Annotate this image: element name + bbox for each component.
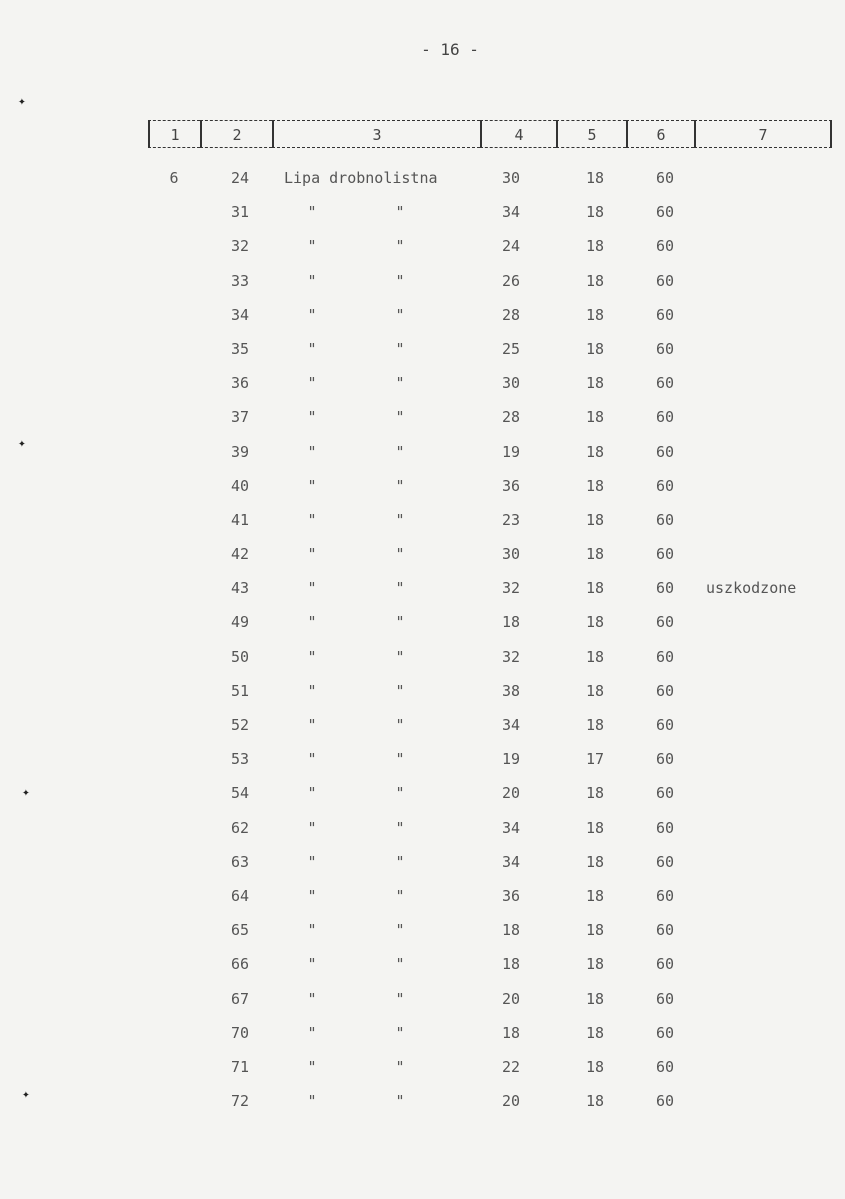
header-col-5: 5: [556, 120, 626, 148]
cell-col-5: 18: [585, 545, 605, 564]
ditto-mark: ": [395, 339, 405, 358]
cell-col-2: 31: [230, 203, 250, 222]
cell-col-2: 24: [230, 169, 250, 187]
cell-col-4: 18: [501, 955, 521, 974]
ditto-mark: ": [395, 237, 405, 256]
cell-col-5: 18: [585, 1023, 605, 1042]
ditto-mark: ": [395, 852, 405, 871]
table-body: [0, 165, 845, 1122]
ditto-mark: ": [395, 1057, 405, 1076]
ditto-mark: ": [307, 716, 317, 734]
ditto-mark: ": [395, 579, 405, 598]
ditto-mark: ": [307, 237, 317, 256]
cell-col-6: 60: [655, 1092, 675, 1111]
cell-col-2: 64: [230, 886, 250, 905]
table-row: [0, 1020, 845, 1054]
cell-col-4: 23: [501, 510, 521, 529]
cell-col-4: 19: [501, 442, 521, 461]
ditto-mark: ": [395, 476, 405, 495]
cell-col-7: uszkodzone: [706, 579, 797, 598]
ditto-mark: ": [395, 818, 405, 837]
ditto-mark: ": [307, 271, 317, 290]
cell-col-5: 18: [585, 784, 605, 803]
cell-col-2: 50: [230, 647, 250, 666]
cell-col-4: 18: [501, 1023, 521, 1042]
cell-col-6: 60: [655, 579, 675, 598]
margin-punch-mark: ✦: [22, 785, 30, 800]
margin-punch-mark: ✦: [22, 1087, 30, 1102]
ditto-mark: ": [395, 750, 405, 769]
cell-col-5: 18: [585, 1057, 605, 1076]
ditto-mark: ": [307, 203, 317, 222]
cell-col-6: 60: [655, 545, 675, 564]
cell-col-4: 36: [501, 886, 521, 905]
cell-col-6: 60: [655, 510, 675, 529]
table-row: [0, 268, 845, 302]
table-row: [0, 473, 845, 507]
table-row: [0, 678, 845, 712]
ditto-mark: ": [307, 442, 317, 461]
cell-col-4: 22: [501, 1057, 521, 1076]
ditto-mark: ": [395, 1023, 405, 1042]
cell-col-4: 20: [501, 1092, 521, 1111]
header-col-4: 4: [480, 120, 556, 148]
cell-col-5: 18: [585, 237, 605, 256]
cell-col-6: 60: [655, 613, 675, 632]
table-row: [0, 575, 845, 609]
cell-col-4: 26: [501, 271, 521, 290]
table-row: [0, 302, 845, 336]
table-row: [0, 507, 845, 541]
ditto-mark: ": [307, 408, 317, 427]
cell-col-5: 18: [585, 271, 605, 290]
ditto-mark: ": [307, 647, 317, 666]
cell-col-4: 34: [501, 203, 521, 222]
header-col-6: 6: [626, 120, 694, 148]
ditto-mark: ": [395, 989, 405, 1008]
table-row: [0, 712, 845, 746]
cell-col-4: 30: [501, 374, 521, 393]
table-row: [0, 815, 845, 849]
ditto-mark: ": [395, 374, 405, 393]
cell-col-2: 67: [230, 989, 250, 1008]
cell-col-6: 60: [655, 955, 675, 974]
cell-col-6: 60: [655, 989, 675, 1008]
ditto-mark: ": [395, 647, 405, 666]
cell-col-6: 60: [655, 886, 675, 905]
ditto-mark: ": [307, 852, 317, 871]
table-row: [0, 165, 845, 199]
header-col-1: 1: [148, 120, 200, 148]
cell-col-4: 28: [501, 408, 521, 427]
ditto-mark: ": [395, 1092, 405, 1111]
ditto-mark: ": [307, 921, 317, 940]
ditto-mark: ": [307, 613, 317, 632]
ditto-mark: ": [307, 955, 317, 974]
cell-col-2: 62: [230, 818, 250, 837]
ditto-mark: ": [307, 579, 317, 598]
cell-col-2: 43: [230, 579, 250, 598]
ditto-mark: ": [395, 921, 405, 940]
table-row: [0, 404, 845, 438]
cell-col-2: 39: [230, 442, 250, 461]
cell-col-5: 18: [585, 647, 605, 666]
cell-col-2: 42: [230, 545, 250, 564]
cell-col-5: 18: [585, 681, 605, 700]
cell-col-6: 60: [655, 1057, 675, 1076]
page-number: - 16 -: [421, 40, 479, 59]
cell-col-4: 32: [501, 647, 521, 666]
cell-col-6: 60: [655, 339, 675, 358]
table-row: [0, 439, 845, 473]
cell-col-2: 49: [230, 613, 250, 632]
cell-col-4: 20: [501, 989, 521, 1008]
cell-col-6: 60: [655, 852, 675, 871]
table-row: [0, 1088, 845, 1122]
cell-col-6: 60: [655, 408, 675, 427]
cell-col-4: 25: [501, 339, 521, 358]
table-row: [0, 233, 845, 267]
ditto-mark: ": [307, 1092, 317, 1111]
ditto-mark: ": [307, 1057, 317, 1076]
cell-col-6: 60: [655, 681, 675, 700]
cell-col-6: 60: [655, 271, 675, 290]
table-row: [0, 336, 845, 370]
table-row: [0, 883, 845, 917]
ditto-mark: ": [307, 305, 317, 324]
cell-col-5: 18: [585, 989, 605, 1008]
cell-col-2: 33: [230, 271, 250, 290]
cell-col-2: 72: [230, 1092, 250, 1111]
cell-col-4: 30: [501, 545, 521, 564]
table-row: [0, 986, 845, 1020]
table-row: [0, 780, 845, 814]
cell-col-6: 60: [655, 169, 675, 187]
cell-col-1: 6: [169, 169, 179, 187]
cell-col-2: 34: [230, 305, 250, 324]
cell-col-5: 18: [585, 886, 605, 905]
cell-col-2: 51: [230, 681, 250, 700]
ditto-mark: ": [307, 1023, 317, 1042]
cell-col-5: 18: [585, 408, 605, 427]
cell-col-2: 40: [230, 476, 250, 495]
cell-col-5: 18: [585, 339, 605, 358]
table-row: [0, 917, 845, 951]
cell-col-6: 60: [655, 784, 675, 803]
table-row: [0, 644, 845, 678]
ditto-mark: ": [307, 476, 317, 495]
cell-col-5: 18: [585, 305, 605, 324]
cell-col-4: 32: [501, 579, 521, 598]
cell-col-2: 52: [230, 716, 250, 734]
ditto-mark: ": [395, 886, 405, 905]
ditto-mark: ": [395, 408, 405, 427]
cell-col-5: 18: [585, 203, 605, 222]
ditto-mark: ": [307, 510, 317, 529]
cell-col-6: 60: [655, 818, 675, 837]
cell-col-6: 60: [655, 203, 675, 222]
table-row: [0, 609, 845, 643]
ditto-mark: ": [395, 203, 405, 222]
cell-col-6: 60: [655, 476, 675, 495]
cell-col-6: 60: [655, 716, 675, 734]
margin-punch-mark: ✦: [18, 94, 26, 109]
ditto-mark: ": [307, 784, 317, 803]
cell-col-2: 35: [230, 339, 250, 358]
cell-col-5: 18: [585, 476, 605, 495]
ditto-mark: ": [307, 818, 317, 837]
cell-col-2: 70: [230, 1023, 250, 1042]
cell-col-2: 53: [230, 750, 250, 769]
cell-col-2: 41: [230, 510, 250, 529]
cell-col-5: 18: [585, 955, 605, 974]
cell-col-2: 65: [230, 921, 250, 940]
ditto-mark: ": [307, 681, 317, 700]
ditto-mark: ": [395, 716, 405, 734]
table-row: [0, 199, 845, 233]
cell-col-4: 34: [501, 852, 521, 871]
cell-col-5: 18: [585, 510, 605, 529]
cell-col-4: 20: [501, 784, 521, 803]
cell-col-4: 18: [501, 613, 521, 632]
cell-col-5: 18: [585, 818, 605, 837]
margin-punch-mark: ✦: [18, 436, 26, 451]
cell-col-2: 37: [230, 408, 250, 427]
cell-col-2: 71: [230, 1057, 250, 1076]
ditto-mark: ": [395, 305, 405, 324]
cell-col-4: 19: [501, 750, 521, 769]
table-row: [0, 370, 845, 404]
table-row: [0, 849, 845, 883]
header-col-3: 3: [272, 120, 480, 148]
cell-col-6: 60: [655, 647, 675, 666]
cell-col-6: 60: [655, 921, 675, 940]
cell-col-4: 30: [501, 169, 521, 187]
cell-col-5: 18: [585, 613, 605, 632]
cell-col-5: 18: [585, 579, 605, 598]
cell-col-5: 18: [585, 921, 605, 940]
cell-col-6: 60: [655, 305, 675, 324]
ditto-mark: ": [395, 545, 405, 564]
cell-col-5: 18: [585, 716, 605, 734]
table-row: [0, 541, 845, 575]
cell-col-6: 60: [655, 442, 675, 461]
header-col-2: 2: [200, 120, 272, 148]
ditto-mark: ": [395, 613, 405, 632]
cell-col-4: 34: [501, 818, 521, 837]
cell-col-5: 18: [585, 1092, 605, 1111]
ditto-mark: ": [307, 339, 317, 358]
header-col-7: 7: [694, 120, 832, 148]
ditto-mark: ": [307, 545, 317, 564]
cell-col-5: 18: [585, 374, 605, 393]
ditto-mark: ": [395, 271, 405, 290]
cell-col-5: 18: [585, 442, 605, 461]
cell-col-6: 60: [655, 1023, 675, 1042]
cell-col-2: 36: [230, 374, 250, 393]
ditto-mark: ": [395, 955, 405, 974]
cell-col-4: 24: [501, 237, 521, 256]
ditto-mark: ": [395, 442, 405, 461]
cell-col-4: 28: [501, 305, 521, 324]
table-header: [148, 120, 832, 148]
table-row: [0, 1054, 845, 1088]
ditto-mark: ": [395, 681, 405, 700]
cell-col-4: 18: [501, 921, 521, 940]
ditto-mark: ": [307, 750, 317, 769]
cell-col-4: 34: [501, 716, 521, 734]
cell-col-5: 17: [585, 750, 605, 769]
cell-col-3: Lipa drobnolistna: [284, 169, 438, 187]
cell-col-6: 60: [655, 237, 675, 256]
cell-col-4: 38: [501, 681, 521, 700]
ditto-mark: ": [307, 374, 317, 393]
cell-col-2: 63: [230, 852, 250, 871]
table-row: [0, 746, 845, 780]
cell-col-5: 18: [585, 169, 605, 187]
cell-col-6: 60: [655, 750, 675, 769]
cell-col-2: 54: [230, 784, 250, 803]
ditto-mark: ": [307, 989, 317, 1008]
cell-col-2: 32: [230, 237, 250, 256]
cell-col-5: 18: [585, 852, 605, 871]
cell-col-4: 36: [501, 476, 521, 495]
cell-col-2: 66: [230, 955, 250, 974]
cell-col-6: 60: [655, 374, 675, 393]
table-row: [0, 951, 845, 985]
ditto-mark: ": [307, 886, 317, 905]
ditto-mark: ": [395, 784, 405, 803]
ditto-mark: ": [395, 510, 405, 529]
